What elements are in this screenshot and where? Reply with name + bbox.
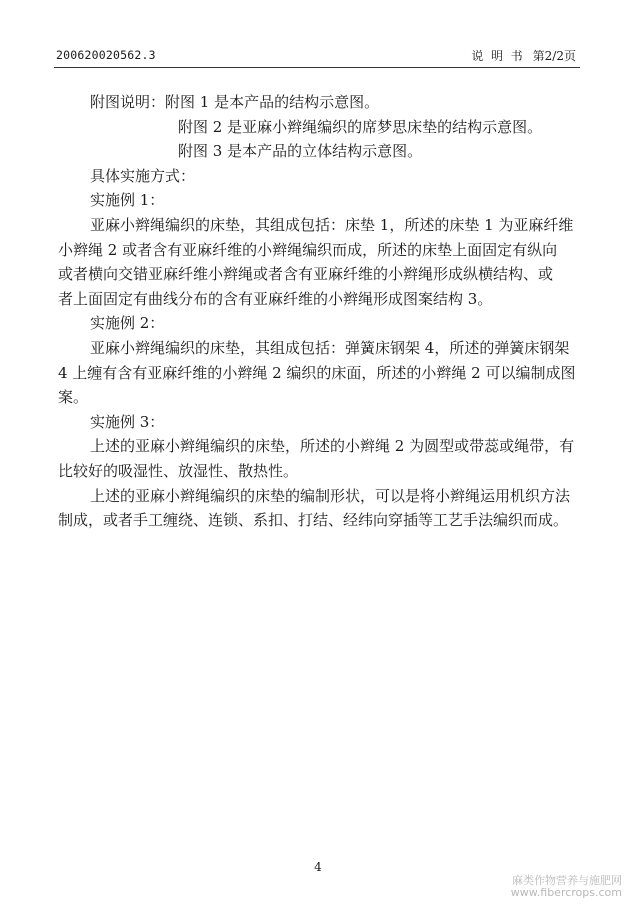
document-body [58, 90, 580, 533]
document-title: 说 明 书 [471, 49, 523, 63]
example-1-line: 或者横向交错亚麻纤维小辫绳或者含有亚麻纤维的小辫绳形成纵横结构、或 [58, 265, 554, 284]
example-2-line: 案。 [58, 388, 89, 407]
header-right [471, 47, 576, 64]
example-3-line: 上述的亚麻小辫绳编织的床垫，所述的小辫绳 2 为圆型或带蕊或绳带，有 [90, 437, 575, 456]
figures-section-line1 [58, 90, 580, 115]
page-number: 4 [314, 860, 322, 874]
example-1-title: 实施例 1： [90, 191, 165, 210]
figure-3-description: 附图 3 是本产品的立体结构示意图。 [178, 142, 423, 161]
header-divider [54, 67, 580, 68]
example-2-line: 4 上缠有含有亚麻纤维的小辫绳 2 编织的床面，所述的小辫绳 2 可以编制成图 [58, 363, 576, 382]
example-1-line: 亚麻小辫绳编织的床垫，其组成包括：床垫 1，所述的床垫 1 为亚麻纤维 [90, 215, 574, 234]
example-3-title: 实施例 3： [90, 412, 165, 431]
example-3-line: 制成，或者手工缠绕、连锁、系扣、打结、经纬向穿插等工艺手法编织而成。 [58, 511, 569, 530]
site-watermark [511, 875, 622, 899]
example-3-line: 比较好的吸湿性、放湿性、散热性。 [58, 461, 299, 480]
example-1-line: 小辫绳 2 或者含有亚麻纤维的小辫绳编织而成，所述的床垫上面固定有纵向 [58, 240, 558, 259]
example-3-line: 上述的亚麻小辫绳编织的床垫的编制形状，可以是将小辫绳运用机织方法 [90, 486, 571, 505]
figures-heading: 附图说明： [90, 93, 166, 111]
example-3-paragraph-2 [58, 484, 580, 533]
page-info: 第2/2页 [532, 49, 576, 63]
example-2-title: 实施例 2： [90, 314, 165, 333]
figure-2-description: 附图 2 是亚麻小辫绳编织的席梦思床垫的结构示意图。 [178, 117, 543, 136]
example-2-line: 亚麻小辫绳编织的床垫，其组成包括：弹簧床钢架 4，所述的弹簧床钢架 [90, 338, 570, 357]
example-2-paragraph [58, 336, 580, 410]
watermark-url: www.fibercrops.com [510, 886, 622, 899]
example-1-line: 者上面固定有曲线分布的含有亚麻纤维的小辫绳形成图案结构 3。 [58, 289, 493, 308]
example-1-paragraph [58, 213, 580, 311]
implementation-heading: 具体实施方式： [90, 166, 196, 185]
figure-1-description: 附图 1 是本产品的结构示意图。 [165, 93, 380, 111]
watermark-title: 麻类作物营养与施肥网 [512, 874, 622, 887]
example-3-paragraph-1 [58, 434, 580, 483]
patent-number: 200620020562.3 [56, 48, 156, 62]
